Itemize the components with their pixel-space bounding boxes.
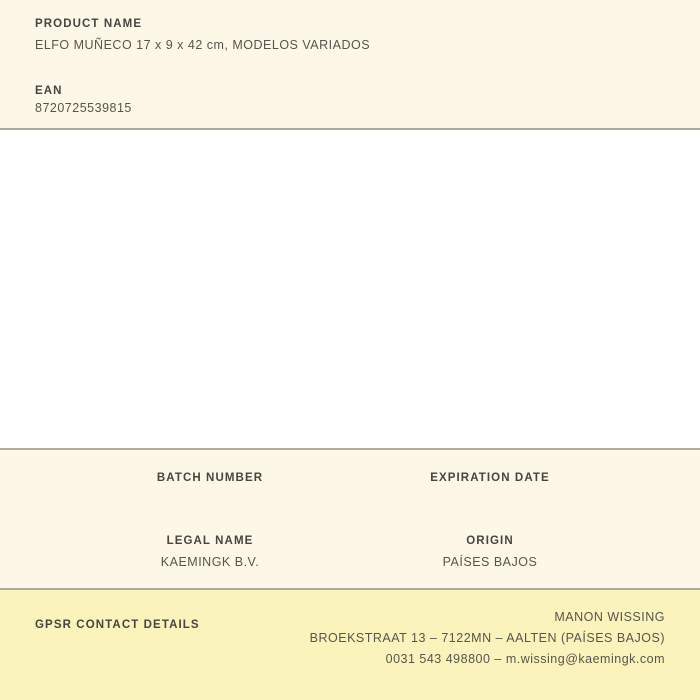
contact-phone-email: 0031 543 498800 – m.wissing@kaemingk.com [385,652,665,666]
product-name-value: ELFO MUÑECO 17 x 9 x 42 cm, MODELOS VARIADOS [35,38,371,52]
legal-name-label: LEGAL NAME [166,535,254,547]
product-name-label: PRODUCT NAME [35,18,143,30]
blank-area [0,130,700,448]
legal-name-value: KAEMINGK B.V. [160,555,260,569]
contact-address: BROEKSTRAAT 13 – 7122MN – AALTEN (PAÍSES BAJOS) [309,631,665,645]
contact-name: MANON WISSING [554,610,665,624]
product-section [0,0,700,130]
ean-label: EAN [35,85,63,97]
batch-number-label: BATCH NUMBER [156,472,264,484]
contact-block [310,610,665,666]
origin-value: PAÍSES BAJOS [442,555,538,569]
origin-label: ORIGIN [466,535,514,547]
details-section [0,448,700,588]
gpsr-contact-section [0,588,700,700]
expiration-date-label: EXPIRATION DATE [430,472,550,484]
gpsr-contact-details-label: GPSR CONTACT DETAILS [35,619,200,631]
details-column-right [280,450,700,588]
ean-value: 8720725539815 [35,101,132,115]
